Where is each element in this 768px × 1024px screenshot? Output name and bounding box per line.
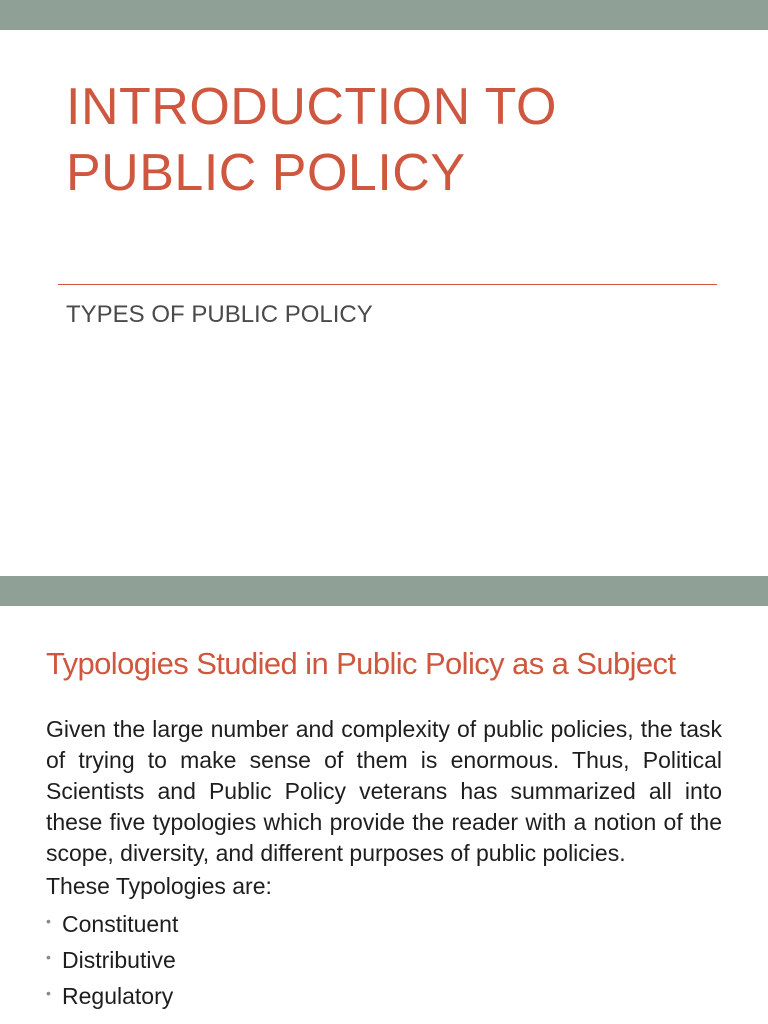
slide-title: [66, 74, 746, 206]
content-body: [46, 714, 722, 1014]
list-item-label: Constituent: [62, 911, 179, 937]
list-item: [46, 906, 722, 942]
slide-title-line-2: PUBLIC POLICY: [66, 144, 466, 202]
list-item-label: Distributive: [62, 947, 176, 973]
bullet-dot-icon: •: [46, 985, 51, 1001]
slide-title-line-1: INTRODUCTION TO: [66, 78, 557, 136]
typology-list: [46, 906, 722, 1014]
title-divider: [58, 284, 717, 285]
bullet-dot-icon: •: [46, 913, 51, 929]
list-lead-text: These Typologies are:: [46, 873, 272, 899]
slide-separator-band: [0, 576, 768, 606]
content-slide: [0, 606, 768, 1024]
content-slide-title: Typologies Studied in Public Policy as a Subject: [46, 646, 676, 681]
list-item-label: Regulatory: [62, 983, 174, 1009]
list-item: [46, 978, 722, 1014]
intro-paragraph: Given the large number and complexity of public policies, the task of trying to make sense of them is enormous. Thus, Political Scientists and Public Policy veterans has summarized all into these five typologies which provide the reader with a notion of the scope, diversity, and different purposes of public policies.: [46, 716, 722, 866]
slide-subtitle: TYPES OF PUBLIC POLICY: [66, 301, 373, 328]
bullet-dot-icon: •: [46, 949, 51, 965]
list-item: [46, 942, 722, 978]
top-band: [0, 0, 768, 30]
